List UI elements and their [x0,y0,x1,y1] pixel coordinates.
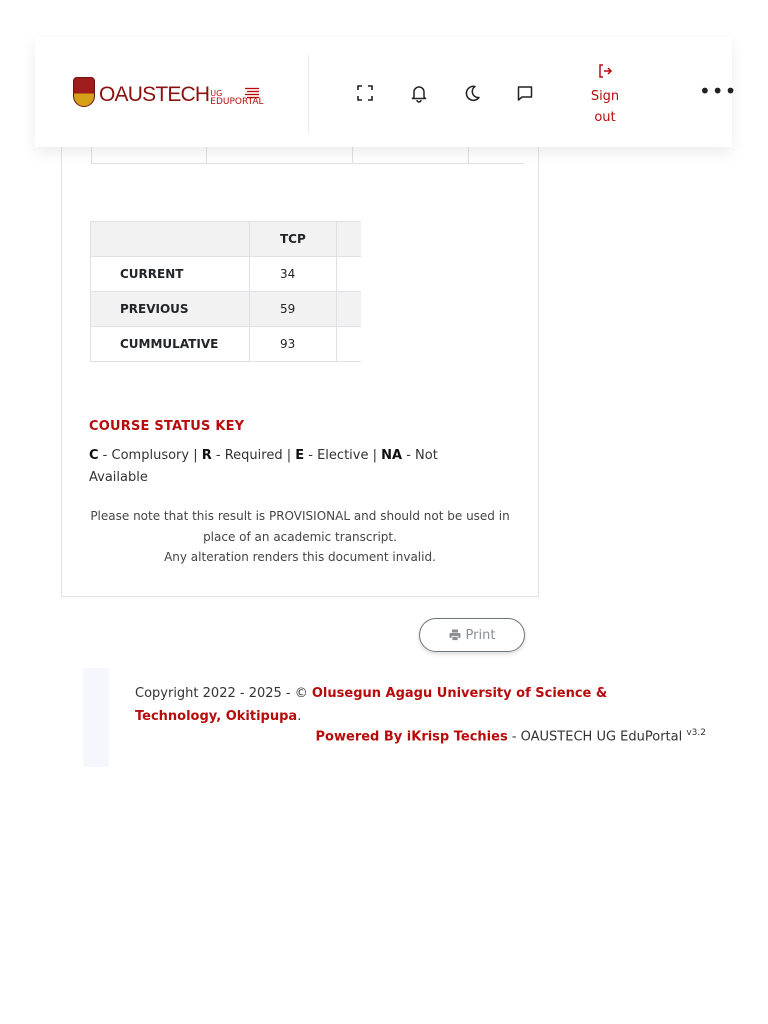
sign-out-link[interactable] [583,63,627,128]
printer-icon [449,629,461,641]
table-row [91,257,362,292]
summary-header-row [91,222,362,257]
messages-chat-icon[interactable] [515,83,535,103]
dark-mode-moon-icon[interactable] [462,83,482,103]
navbar-divider [308,55,309,133]
summary-header-blank [91,222,250,257]
table-row [91,292,362,327]
menu-toggle-icon[interactable] [244,87,260,99]
notice-line: Any alteration renders this document invalid. [164,550,436,564]
brand-logo[interactable] [73,77,264,107]
brand-name: OAUSTECH [99,83,210,106]
key-desc: Elective [317,448,369,463]
footer-accent-band [83,668,109,767]
university-link[interactable]: Olusegun Agagu University of Science & Technology, Okitipupa [135,686,608,724]
top-navbar [35,37,738,147]
summary-header-tcp: TCP [250,222,337,257]
print-label: Print [465,627,496,643]
row-tcp: 34 [250,257,337,292]
summary-table [90,221,361,362]
ikrisp-link[interactable]: Powered By iKrisp Techies [315,729,508,745]
print-button[interactable] [419,618,525,652]
key-code: R [201,448,212,463]
university-crest-icon [73,77,95,107]
notice-line: Please note that this result is PROVISIONAL and should not be used in place of an academic transcript. [90,509,510,544]
fullscreen-icon[interactable] [355,83,375,103]
table-row [91,327,362,362]
key-desc: Required [224,448,283,463]
more-options-icon[interactable]: ••• [699,79,738,103]
key-code: C [89,448,99,463]
status-key-legend: C - Complusory | R - Required | E - Elective | NA - Not Available [89,448,438,485]
key-code: NA [381,448,403,463]
key-desc: Complusory [111,448,190,463]
key-desc: Not Available [89,448,438,485]
row-label: CURRENT [91,257,250,292]
brand-subtitle: UG EDUPORTAL [210,89,264,107]
notification-bell-icon[interactable] [409,83,429,103]
row-label: CUMMULATIVE [91,327,250,362]
provisional-notice [82,506,518,568]
sign-out-icon [597,63,613,79]
row-tcp: 93 [250,327,337,362]
version-badge: v3.2 [686,728,706,738]
footer-copyright: Copyright 2022 - 2025 - © Olusegun Agagu University of Science & Technology, Okitipupa. [135,686,608,724]
result-card [61,100,539,597]
summary-header-cut [337,222,362,257]
key-code: E [295,448,305,463]
sign-out-label: Sign out [590,89,620,125]
row-tcp: 59 [250,292,337,327]
footer-powered-by: Powered By iKrisp Techies - OAUSTECH UG EduPortal $^{v3.2}$ [315,728,706,745]
row-label: PREVIOUS [91,292,250,327]
status-key-title: COURSE STATUS KEY [89,419,245,434]
